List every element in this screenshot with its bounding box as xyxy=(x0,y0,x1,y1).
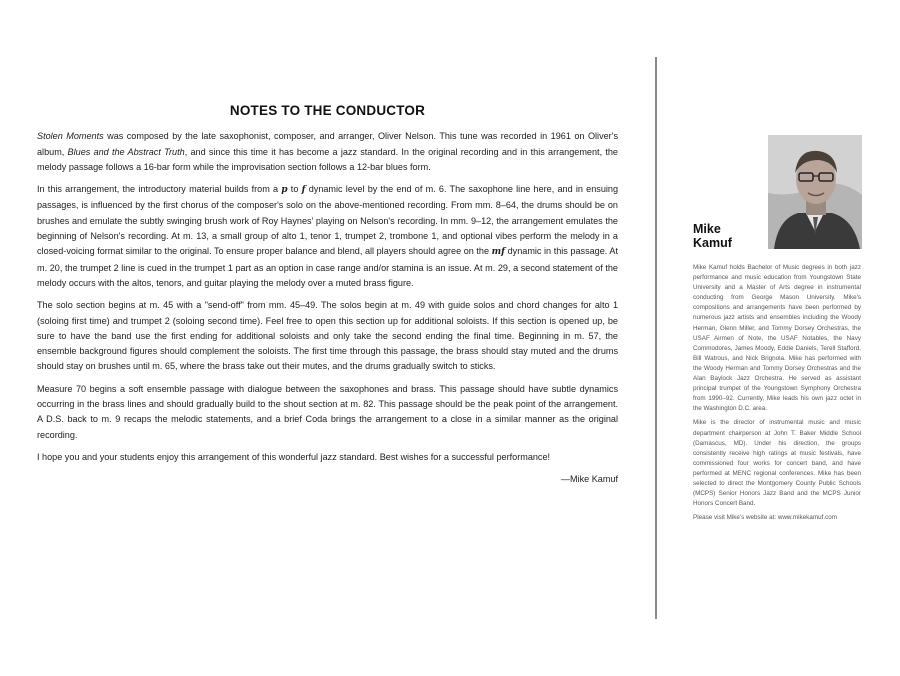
notes-paragraph-2: In this arrangement, the introductory material builds from a p to f dynamic level by the end of m. 6. The saxophone line here, and in ensuing passages, is influenced by the first chorus of the composer's solo on the above-mentioned recording. From mm. 8–64, the drums should be on brushes and emulate the subtly swinging brush work of Roy Haynes' playing on Nelson's recording. In mm. 9–12, the arrangement emulates the beginning of Nelson's recording. At m. 13, a small group of alto 1, tenor 1, trumpet 2, trombone 1, and optional vibes perform the melody in a closed-voicing format similar to the original. To ensure proper balance and blend, all players should agree on the mf dynamic in this passage. At m. 20, the trumpet 2 line is cued in the trumpet 1 part as an option in case range and/or stamina is an issue. At m. 29, a second statement of the melody occurs with the altos, tenors, and guitar playing the melody over a muted brass figure. xyxy=(37,184,619,288)
dynamic-marking-icon: mf xyxy=(491,247,506,258)
conductor-notes xyxy=(37,103,618,488)
notes-paragraph-4: Measure 70 begins a soft ensemble passage with dialogue between the saxophones and brass. This passage should have subtle dynamics occurring in the brass lines and should gradually build to the shout section at m. 82. This passage should be the peak point of the arrangement. A D.S. back to m. 9 recaps the melodic statements, and a brief Coda brings the arrangement to a close in a similar manner as the original recording. xyxy=(37,383,618,440)
dynamic-marking-icon: p xyxy=(281,185,288,196)
album-title: Blues and the Abstract Truth xyxy=(67,146,185,157)
dynamic-marking-icon: f xyxy=(301,185,306,196)
author-photo xyxy=(768,135,862,249)
column-divider xyxy=(655,57,657,619)
author-name: Mike Kamuf xyxy=(693,222,732,250)
notes-paragraph-3: The solo section begins at m. 45 with a "send-off" from mm. 45–49. The solos begin at m. 49 with guide solos and chord changes for alto 1 (soloing first time) and trumpet 2 (soloing second time). Feel free to open this section up for additional soloists. If this section is opened up, be sure to have the band use the first ending for additional soloists and only take the second ending the final time. Beginning in m. 57, the ensemble background figures should complement the soloists. The first time through this passage, the brass should stay muted and the drums should stay on brushes until m. 65, where the brass take out their mutes, and the drums gradually switch to sticks. xyxy=(37,300,618,372)
notes-paragraph-1: Stolen Moments was composed by the late saxophonist, composer, and arranger, Oliver Nelson. This tune was recorded in 1961 on Oliver's album, Blues and the Abstract Truth, and since this time it has become a jazz standard. In the original recording and in this arrangement, the melody passage follows a 16-bar form while the improvisation section follows a 12-bar blues form. xyxy=(37,131,618,172)
portrait-icon xyxy=(768,135,862,249)
notes-heading: NOTES TO THE CONDUCTOR xyxy=(229,103,426,118)
bio-paragraph-1: Mike Kamuf holds Bachelor of Music degrees in both jazz performance and music education from Youngstown State University and a Master of Arts degree in instrumental conducting from George Mason University. Mike's compositions and arrangements have been performed by numerous jazz artists and ensembles including the Woody Herman, Glenn Miller, and Tommy Dorsey Orchestras, the USAF Airmen of Note, the USAF Notables, the Navy Commodores, James Moody, Eddie Daniels, Terell Stafford, Bill Watrous, and Nick Brignola. Mike has performed with the Woody Herman and Tommy Dorsey Orchestras and the Alan Baylock Jazz Orchestra. He served as assistant principal trumpet of the Youngstown Symphony Orchestra from 1990–92. Currently, Mike leads his own jazz octet in the Washington D.C. area. xyxy=(693,264,861,413)
bio-website: Please visit Mike's website at: www.mikekamuf.com xyxy=(693,514,837,522)
tune-title: Stolen Moments xyxy=(37,131,104,142)
notes-paragraph-5: I hope you and your students enjoy this arrangement of this wonderful jazz standard. Best wishes for a successful performance! xyxy=(37,451,551,462)
bio-paragraph-2: Mike is the director of instrumental music and music department chairperson at John T. Baker Middle School (Damascus, MD). Under his direction, the groups consistently receive high ratings at music festivals, have commissioned four works for concert band, and have performed at MENC regional conferences. Mike has been selected to direct the Montgomery County Public Schools (MCPS) Senior Honors Jazz Band and the MCPS Junior Honors Concert Band. xyxy=(693,419,861,508)
signature: —Mike Kamuf xyxy=(560,474,618,485)
author-bio xyxy=(693,263,861,527)
